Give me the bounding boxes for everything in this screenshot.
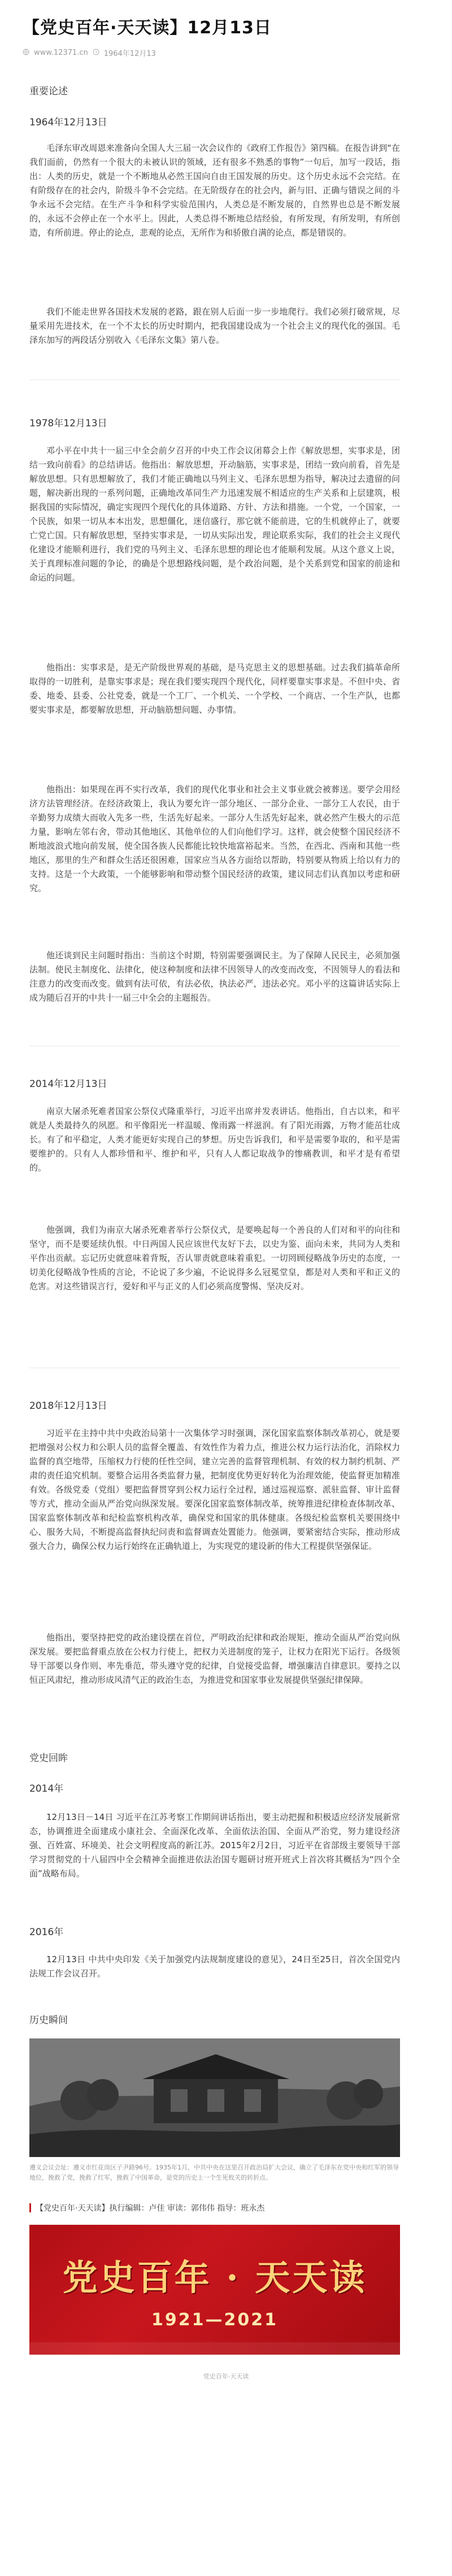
review-year: 2014年 [29, 1783, 64, 1795]
entry-body [29, 661, 400, 717]
entry-body [29, 305, 400, 347]
paragraph: 南京大屠杀死难者国家公祭仪式隆重举行，习近平出席并发表讲话。他指出，自古以来，和平就是人类最持久的夙愿。和平像阳光一样温暖、像雨露一样滋润。有了阳光雨露，万物才能茁壮成长。有了和平稳定，人类才能更好实现自己的梦想。历史告诉我们，和平是需要争取的，和平是需要维护的。只有人人都珍惜和平、维护和平，只有人人都记取战争的惨痛教训，和平才是有希望的。 [29, 1106, 400, 1173]
review-body [29, 1953, 400, 1981]
entry-date: 2014年12月13日 [29, 1079, 107, 1090]
paragraph: 我们不能走世界各国技术发展的老路，跟在别人后面一步一步地爬行。我们必须打破常规，尽量采用先进技术，在一个不太长的历史时期内，把我国建设成为一个社会主义的现代化的强国。毛泽东加写的两段话分别收入《毛泽东文集》第八卷。 [29, 307, 400, 345]
paragraph: 12月13日－14日 习近平在江苏考察工作期间讲话指出，要主动把握和积极适应经济发展新常态，协调推进全面建成小康社会、全面深化改革、全面依法治国、全面从严治党，努力建设经济强、百姓富、环境美、社会文明程度高的新江苏。2015年2月2日，习近平在省部级主要领导干部学习贯彻党的十八届四中全会精神全面推进依法治国专题研讨班开班式上首次将其概括为“四个全面”战略布局。 [29, 1812, 400, 1879]
banner-title: 党史百年 · 天天读 [62, 2257, 367, 2298]
paragraph: 他指出，要坚持把党的政治建设摆在首位，严明政治纪律和政治规矩，推动全面从严治党向纵深发展。要把监督重点放在公权力行使上，把权力关进制度的笼子，让权力在阳光下运行。各级领导干部要以身作则、率先垂范，带头遵守党的纪律，自觉接受监督，增强廉洁自律意识。要持之以恒正风肃纪，推动形成风清气正的政治生态，为推进党和国家事业发展提供坚强纪律保障。 [29, 1632, 400, 1685]
publish-date: 1964年12月13 [103, 50, 156, 58]
entry-body [29, 1631, 400, 1687]
photo-illustration [29, 2038, 400, 2157]
entry-body [29, 444, 400, 585]
photo-caption: 遵义会议会址：遵义市红花岗区子尹路96号。1935年1月，中共中央在这里召开政治局扩大会议，确立了毛泽东在党中央和红军的领导地位，挽救了党，挽救了红军，挽救了中国革命，是党的历史上一个生死攸关的转折点。 [29, 2164, 399, 2181]
credit-text: 【党史百年·天天读】执行编辑：卢佳 审读：郭伟伟 指导：班永杰 [36, 2204, 265, 2213]
entry-body [29, 1104, 400, 1175]
entry-body [29, 783, 400, 896]
source-link[interactable]: www.12371.cn [34, 49, 88, 57]
page-title: 【党史百年·天天读】12月13日 [23, 18, 272, 38]
bottom-note: 党史百年·天天读 [203, 2373, 249, 2380]
paragraph: 他强调，我们为南京大屠杀死难者举行公祭仪式，是要唤起每一个善良的人们对和平的向往和坚守，而不是要延续仇恨。中日两国人民应该世代友好下去，以史为鉴、面向未来，共同为人类和平作出贡献。忘记历史就意味着背叛，否认罪责就意味着重犯。一切罔顾侵略战争历史的态度，一切美化侵略战争性质的言论，不论说了多少遍，不论说得多么冠冕堂皇，都是对人类和平和正义的危害。对这些错误言行，爱好和平与正义的人们必须高度警惕、坚决反对。 [29, 1225, 400, 1291]
entry-body [29, 141, 400, 240]
globe-icon [23, 49, 29, 58]
paragraph: 习近平在主持中共中央政治局第十一次集体学习时强调，深化国家监察体制改革初心，就是要把增强对公权力和公职人员的监督全覆盖、有效性作为着力点，推进公权力运行法治化，消除权力监督的真空地带，压缩权力行使的任性空间，建立完善的监督管理机制、有效的权力制约机制、严肃的责任追究机制。要整合运用各类监督力量，把制度优势更好转化为治理效能，使监督更加精准有效。各级党委（党组）要把监督贯穿到公权力运行全过程，通过巡视巡察、派驻监督、审计监督等方式，推动全面从严治党向纵深发展。要深化国家监察体制改革，统筹推进纪律检查体制改革、国家监察体制改革和纪检监察机构改革，确保党和国家的肌体健康。各级纪检监察机关要围绕中心、服务大局，不断提高监督执纪问责和监督调查处置能力。他强调，要紧密结合实际，推动形成强大合力，确保公权力运行始终在正确轨道上，为实现党的建设新的伟大工程提供坚强保证。 [29, 1428, 400, 1551]
paragraph: 邓小平在中共十一届三中全会前夕召开的中央工作会议闭幕会上作《解放思想，实事求是，团结一致向前看》的总结讲话。他指出：解放思想，开动脑筋，实事求是，团结一致向前看，首先是解放思想。只有思想解放了，我们才能正确地以马列主义、毛泽东思想为指导，解决过去遗留的问题，解决新出现的一系列问题，正确地改革同生产力迅速发展不相适应的生产关系和上层建筑，根据我国的实际情况，确定实现四个现代化的具体道路、方针、方法和措施。一个党，一个国家，一个民族，如果一切从本本出发，思想僵化，迷信盛行，那它就不能前进，它的生机就停止了，就要亡党亡国。只有解放思想，坚持实事求是，一切从实际出发，理论联系实际，我们的社会主义现代化建设才能顺利进行，我们党的马列主义、毛泽东思想的理论也才能顺利发展。从这个意义上说，关于真理标准问题的争论，的确是个思想路线问题，是个政治问题，是个关系到党和国家的前途和命运的问题。 [29, 446, 400, 583]
entry-date: 2018年12月13日 [29, 1400, 107, 1412]
entry-body [29, 949, 400, 1005]
divider [29, 379, 400, 380]
entry-body [29, 1223, 400, 1294]
paragraph: 他指出：实事求是，是无产阶级世界观的基础，是马克思主义的思想基础。过去我们搞革命所取得的一切胜利，是靠实事求是；现在我们要实现四个现代化，同样要靠实事求是。不但中央、省委、地委、县委、公社党委，就是一个工厂、一个机关、一个学校、一个商店、一个生产队，也都要实事求是，都要解放思想，开动脑筋想问题、办事情。 [29, 662, 400, 715]
review-heading: 党史回眸 [29, 1753, 68, 1764]
paragraph: 他指出：如果现在再不实行改革，我们的现代化事业和社会主义事业就会被葬送。要学会用经济方法管理经济。在经济政策上，我认为要允许一部分地区、一部分企业、一部分工人农民，由于辛勤努力成绩大而收入先多一些，生活先好起来。一部分人生活先好起来，就必然产生极大的示范力量，影响左邻右舍，带动其他地区、其他单位的人们向他们学习。这样，就会使整个国民经济不断地波浪式地向前发展，使全国各族人民都能比较快地富裕起来。当然，在西北、西南和其他一些地区，那里的生产和群众生活还很困难，国家应当从各方面给以帮助，特别要从物质上给以有力的支持。这是一个大政策，一个能够影响和带动整个国民经济的政策，建议同志们认真加以考虑和研究。 [29, 784, 400, 893]
moment-heading: 历史瞬间 [29, 2015, 68, 2026]
section-heading: 重要论述 [29, 86, 68, 97]
banner-years: 1921—2021 [151, 2310, 278, 2330]
clock-icon [93, 49, 99, 58]
banner-stripe [29, 2342, 400, 2355]
series-banner [29, 2225, 400, 2355]
paragraph: 他还谈到民主问题时指出：当前这个时期，特别需要强调民主。为了保障人民民主，必须加强法制。使民主制度化、法律化，使这种制度和法律不因领导人的改变而改变，不因领导人的看法和注意力的改变而改变。做到有法可依，有法必依，执法必严，违法必究。邓小平的这篇讲话实际上成为随后召开的中共十一届三中全会的主题报告。 [29, 950, 400, 1003]
paragraph: 12月13日 中共中央印发《关于加强党内法规制度建设的意见》，24日至25日，首次全国党内法规工作会议召开。 [29, 1954, 400, 1979]
review-year: 2016年 [29, 1927, 64, 1938]
credit-line [29, 2202, 400, 2213]
entry-body [29, 1426, 400, 1553]
accent-bar [29, 2203, 31, 2212]
entry-date: 1978年12月13日 [29, 418, 107, 429]
entry-date: 1964年12月13日 [29, 117, 107, 128]
historic-photo [29, 2038, 400, 2157]
paragraph: 毛泽东审改周恩来准备向全国人大三届一次会议作的《政府工作报告》第四稿。在报告讲到“在我们面前，仍然有一个很大的未被认识的领域，还有很多不熟悉的事物”一句后，加写一段话，指出：人类的历史，就是一个不断地从必然王国向自由王国发展的历史。这个历史永远不会完结。在有阶级存在的社会内，阶级斗争不会完结。在无阶级存在的社会内，新与旧、正确与错误之间的斗争永远不会完结。在生产斗争和科学实验范围内，人类总是不断发展的，自然界也总是不断发展的，永远不会停止在一个水平上。因此，人类总得不断地总结经验，有所发现，有所发明，有所创造，有所前进。停止的论点，悲观的论点，无所作为和骄傲自满的论点，都是错误的。 [29, 143, 400, 238]
article-meta [23, 47, 156, 58]
review-body [29, 1810, 400, 1881]
